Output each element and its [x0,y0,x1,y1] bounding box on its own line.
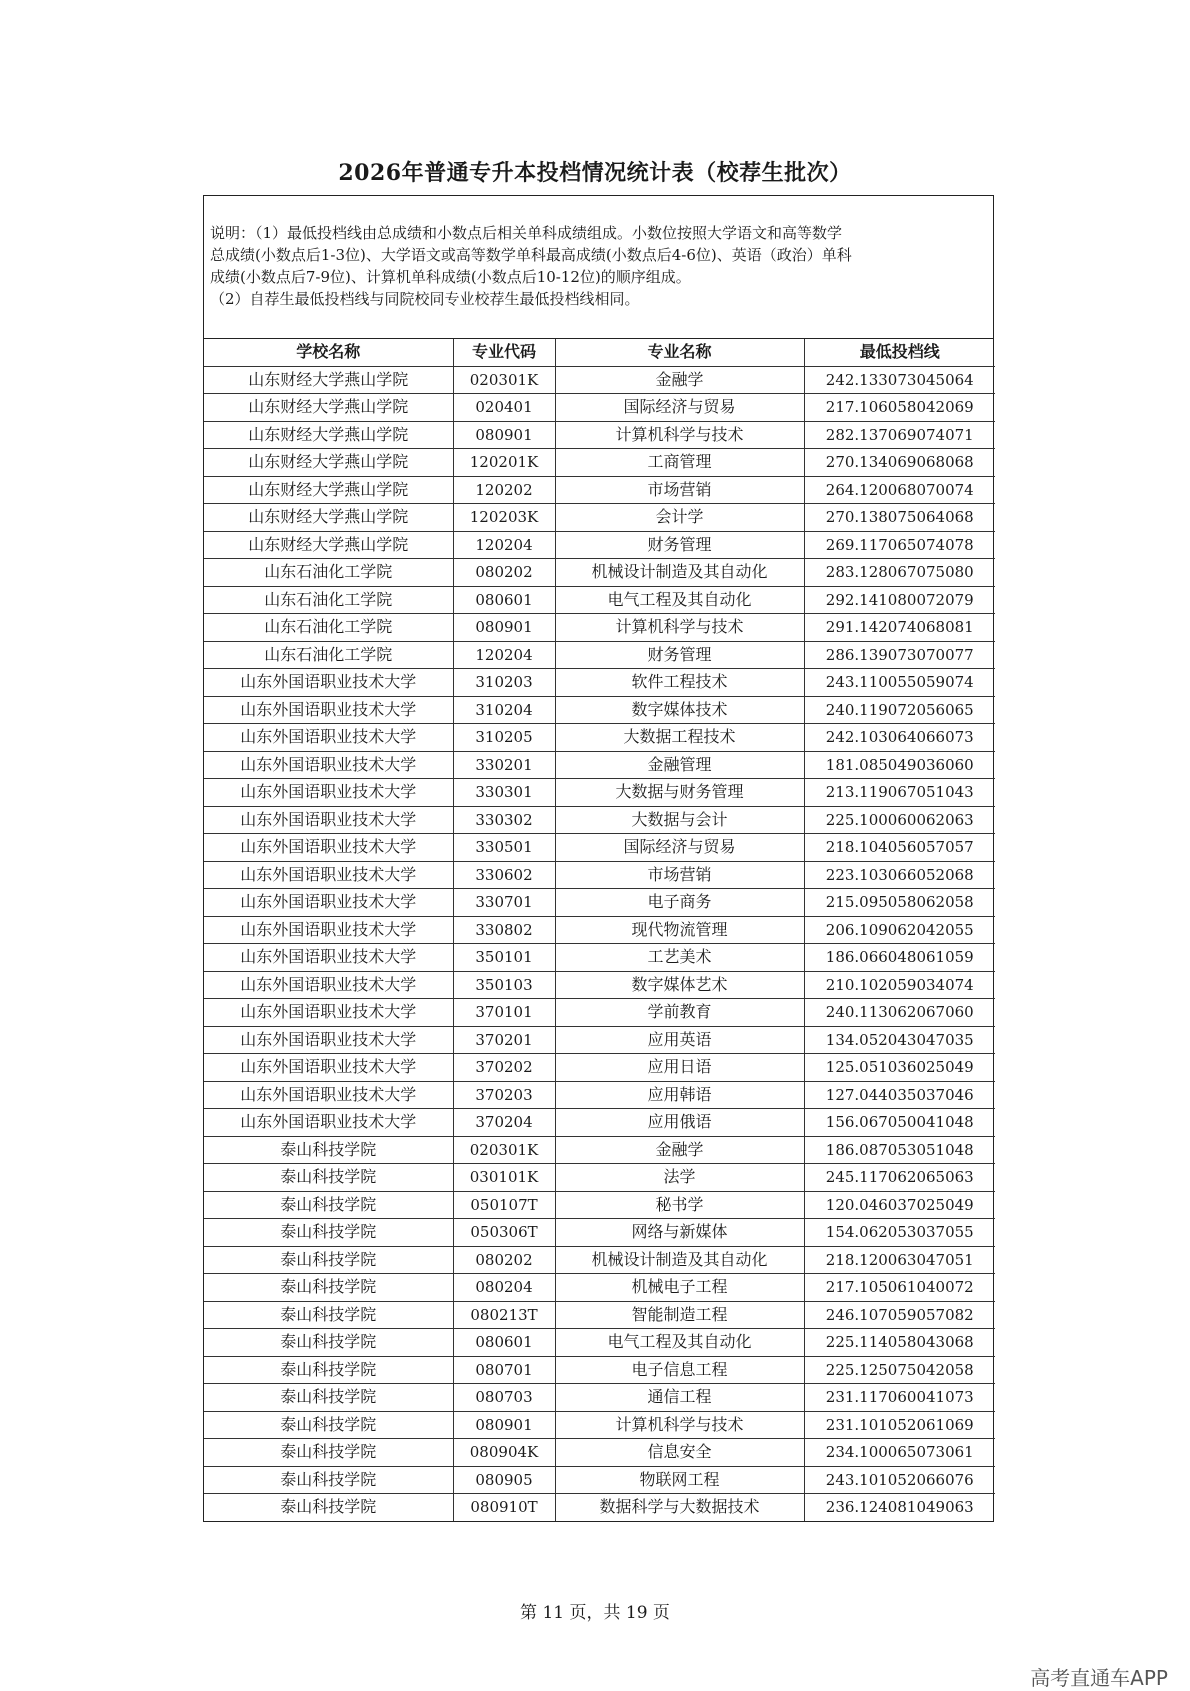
cell-major-code: 030101K [453,1164,555,1192]
cell-min-score: 245.117062065063 [804,1164,995,1192]
cell-major-code: 370101 [453,999,555,1027]
table-row [204,1219,995,1247]
cell-major-name: 应用韩语 [555,1081,804,1109]
cell-major-code: 350103 [453,971,555,999]
table-row [204,1191,995,1219]
cell-school-name: 山东外国语职业技术大学 [204,696,453,724]
table-header-row [204,339,995,366]
page-number: 第 11 页，共 19 页 [520,1603,670,1623]
cell-school-name: 山东石油化工学院 [204,586,453,614]
cell-major-name: 电气工程及其自动化 [555,586,804,614]
cell-major-code: 020301K [453,1136,555,1164]
cell-major-name: 数字媒体技术 [555,696,804,724]
cell-school-name: 泰山科技学院 [204,1356,453,1384]
cell-school-name: 山东财经大学燕山学院 [204,531,453,559]
cell-major-code: 120204 [453,641,555,669]
cell-min-score: 264.120068070074 [804,476,995,504]
cell-major-name: 大数据与财务管理 [555,779,804,807]
cell-min-score: 225.114058043068 [804,1329,995,1357]
table-row [204,504,995,532]
cell-school-name: 山东外国语职业技术大学 [204,861,453,889]
cell-school-name: 山东财经大学燕山学院 [204,449,453,477]
cell-school-name: 山东外国语职业技术大学 [204,1054,453,1082]
cell-min-score: 186.066048061059 [804,944,995,972]
cell-major-name: 工商管理 [555,449,804,477]
cell-min-score: 213.119067051043 [804,779,995,807]
cell-school-name: 山东外国语职业技术大学 [204,834,453,862]
cell-major-code: 120204 [453,531,555,559]
cell-min-score: 243.101052066076 [804,1466,995,1494]
header-school-name: 学校名称 [204,339,453,366]
cell-min-score: 156.067050041048 [804,1109,995,1137]
cell-school-name: 泰山科技学院 [204,1301,453,1329]
cell-major-name: 工艺美术 [555,944,804,972]
cell-min-score: 234.100065073061 [804,1439,995,1467]
cell-school-name: 泰山科技学院 [204,1411,453,1439]
cell-major-name: 信息安全 [555,1439,804,1467]
table-row [204,366,995,394]
cell-school-name: 山东外国语职业技术大学 [204,889,453,917]
note-line-3: 成绩(小数点后7-9位)、计算机单科成绩(小数点后10-12位)的顺序组成。 [210,268,691,286]
cell-major-name: 计算机科学与技术 [555,614,804,642]
cell-school-name: 山东财经大学燕山学院 [204,421,453,449]
cell-major-code: 080901 [453,1411,555,1439]
cell-school-name: 泰山科技学院 [204,1164,453,1192]
cell-min-score: 236.124081049063 [804,1494,995,1521]
table-row [204,999,995,1027]
table-row [204,669,995,697]
cell-min-score: 225.100060062063 [804,806,995,834]
cell-school-name: 泰山科技学院 [204,1246,453,1274]
cell-major-name: 秘书学 [555,1191,804,1219]
cell-major-code: 080204 [453,1274,555,1302]
table-row [204,1026,995,1054]
table-row [204,614,995,642]
cell-min-score: 206.109062042055 [804,916,995,944]
table-row [204,1356,995,1384]
cell-major-name: 金融学 [555,366,804,394]
cell-major-name: 计算机科学与技术 [555,421,804,449]
table-row [204,751,995,779]
cell-major-name: 电子商务 [555,889,804,917]
table-row [204,1301,995,1329]
cell-major-name: 大数据与会计 [555,806,804,834]
cell-school-name: 泰山科技学院 [204,1494,453,1521]
cell-min-score: 283.128067075080 [804,559,995,587]
cell-major-code: 120203K [453,504,555,532]
cell-major-name: 金融管理 [555,751,804,779]
cell-major-name: 法学 [555,1164,804,1192]
cell-school-name: 泰山科技学院 [204,1329,453,1357]
cell-major-code: 080601 [453,1329,555,1357]
cell-school-name: 泰山科技学院 [204,1274,453,1302]
cell-school-name: 泰山科技学院 [204,1136,453,1164]
table-row [204,586,995,614]
cell-major-code: 330701 [453,889,555,917]
cell-min-score: 125.051036025049 [804,1054,995,1082]
cell-major-code: 330802 [453,916,555,944]
table-row [204,394,995,422]
table-row [204,1439,995,1467]
cell-major-name: 机械设计制造及其自动化 [555,1246,804,1274]
cell-school-name: 泰山科技学院 [204,1466,453,1494]
note-line-2: 总成绩(小数点后1-3位)、大学语文或高等数学单科最高成绩(小数点后4-6位)、英语（政治）单科 [210,246,852,264]
cell-min-score: 269.117065074078 [804,531,995,559]
app-watermark: 高考直通车APP [1030,1666,1168,1690]
cell-min-score: 225.125075042058 [804,1356,995,1384]
cell-min-score: 282.137069074071 [804,421,995,449]
cell-major-name: 数据科学与大数据技术 [555,1494,804,1521]
cell-min-score: 218.104056057057 [804,834,995,862]
cell-major-code: 370201 [453,1026,555,1054]
table-body [204,366,995,1521]
cell-major-name: 通信工程 [555,1384,804,1412]
cell-major-name: 国际经济与贸易 [555,394,804,422]
cell-school-name: 山东外国语职业技术大学 [204,971,453,999]
table-row [204,421,995,449]
cell-min-score: 215.095058062058 [804,889,995,917]
cell-school-name: 山东石油化工学院 [204,641,453,669]
cell-school-name: 泰山科技学院 [204,1219,453,1247]
cell-min-score: 286.139073070077 [804,641,995,669]
cell-school-name: 山东外国语职业技术大学 [204,669,453,697]
cell-major-code: 080701 [453,1356,555,1384]
cell-major-code: 330302 [453,806,555,834]
note-line-4: （2）自荐生最低投档线与同院校同专业校荐生最低投档线相同。 [210,290,640,308]
cell-school-name: 山东外国语职业技术大学 [204,1109,453,1137]
cell-min-score: 231.117060041073 [804,1384,995,1412]
table-row [204,1246,995,1274]
statistics-sheet [203,195,994,1522]
cell-major-code: 080202 [453,559,555,587]
cell-school-name: 山东外国语职业技术大学 [204,1081,453,1109]
cell-min-score: 240.119072056065 [804,696,995,724]
cell-major-code: 080601 [453,586,555,614]
table-row [204,1136,995,1164]
cell-school-name: 山东外国语职业技术大学 [204,1026,453,1054]
admission-table [204,339,995,1521]
cell-school-name: 泰山科技学院 [204,1439,453,1467]
cell-major-name: 应用俄语 [555,1109,804,1137]
cell-major-name: 国际经济与贸易 [555,834,804,862]
cell-major-name: 应用英语 [555,1026,804,1054]
cell-major-code: 310205 [453,724,555,752]
table-row [204,559,995,587]
table-row [204,531,995,559]
cell-major-code: 120202 [453,476,555,504]
page-title: 2026年普通专升本投档情况统计表（校荐生批次） [338,160,852,186]
table-row [204,641,995,669]
cell-min-score: 270.134069068068 [804,449,995,477]
cell-major-code: 330201 [453,751,555,779]
table-row [204,1466,995,1494]
cell-major-code: 310203 [453,669,555,697]
explanation-note [204,196,993,339]
cell-min-score: 242.103064066073 [804,724,995,752]
table-row [204,1384,995,1412]
cell-major-name: 财务管理 [555,641,804,669]
cell-major-name: 物联网工程 [555,1466,804,1494]
table-row [204,724,995,752]
cell-school-name: 山东外国语职业技术大学 [204,806,453,834]
table-row [204,1164,995,1192]
table-row [204,834,995,862]
cell-major-code: 020401 [453,394,555,422]
cell-school-name: 山东石油化工学院 [204,614,453,642]
header-min-score: 最低投档线 [804,339,995,366]
cell-major-name: 会计学 [555,504,804,532]
cell-major-name: 机械设计制造及其自动化 [555,559,804,587]
cell-min-score: 181.085049036060 [804,751,995,779]
cell-major-code: 050107T [453,1191,555,1219]
cell-major-code: 080901 [453,614,555,642]
cell-major-name: 数字媒体艺术 [555,971,804,999]
cell-major-code: 080202 [453,1246,555,1274]
cell-major-name: 金融学 [555,1136,804,1164]
cell-major-code: 080904K [453,1439,555,1467]
cell-major-name: 现代物流管理 [555,916,804,944]
cell-major-name: 电子信息工程 [555,1356,804,1384]
cell-major-code: 080213T [453,1301,555,1329]
cell-school-name: 泰山科技学院 [204,1384,453,1412]
table-row [204,779,995,807]
cell-min-score: 292.141080072079 [804,586,995,614]
cell-major-code: 370202 [453,1054,555,1082]
cell-major-code: 330301 [453,779,555,807]
cell-school-name: 山东财经大学燕山学院 [204,476,453,504]
cell-min-score: 120.046037025049 [804,1191,995,1219]
cell-major-name: 市场营销 [555,476,804,504]
cell-min-score: 231.101052061069 [804,1411,995,1439]
cell-school-name: 山东外国语职业技术大学 [204,724,453,752]
table-row [204,916,995,944]
cell-major-code: 080905 [453,1466,555,1494]
cell-min-score: 218.120063047051 [804,1246,995,1274]
cell-major-name: 电气工程及其自动化 [555,1329,804,1357]
cell-major-code: 350101 [453,944,555,972]
cell-major-code: 370204 [453,1109,555,1137]
table-row [204,971,995,999]
cell-major-name: 智能制造工程 [555,1301,804,1329]
cell-major-code: 080703 [453,1384,555,1412]
cell-major-name: 市场营销 [555,861,804,889]
cell-major-name: 学前教育 [555,999,804,1027]
cell-min-score: 223.103066052068 [804,861,995,889]
header-major-name: 专业名称 [555,339,804,366]
cell-min-score: 246.107059057082 [804,1301,995,1329]
cell-school-name: 泰山科技学院 [204,1191,453,1219]
table-row [204,1494,995,1521]
cell-major-name: 应用日语 [555,1054,804,1082]
cell-major-code: 050306T [453,1219,555,1247]
cell-min-score: 127.044035037046 [804,1081,995,1109]
cell-major-code: 330602 [453,861,555,889]
table-row [204,1054,995,1082]
table-row [204,476,995,504]
cell-school-name: 山东财经大学燕山学院 [204,504,453,532]
cell-min-score: 240.113062067060 [804,999,995,1027]
cell-major-name: 网络与新媒体 [555,1219,804,1247]
cell-min-score: 154.062053037055 [804,1219,995,1247]
table-row [204,696,995,724]
cell-major-code: 080901 [453,421,555,449]
cell-major-name: 软件工程技术 [555,669,804,697]
cell-major-code: 020301K [453,366,555,394]
cell-school-name: 山东石油化工学院 [204,559,453,587]
table-row [204,1411,995,1439]
cell-min-score: 210.102059034074 [804,971,995,999]
table-row [204,944,995,972]
cell-school-name: 山东外国语职业技术大学 [204,999,453,1027]
table-row [204,861,995,889]
cell-min-score: 243.110055059074 [804,669,995,697]
cell-min-score: 217.105061040072 [804,1274,995,1302]
cell-major-name: 机械电子工程 [555,1274,804,1302]
cell-school-name: 山东外国语职业技术大学 [204,751,453,779]
cell-major-name: 财务管理 [555,531,804,559]
cell-major-name: 计算机科学与技术 [555,1411,804,1439]
cell-school-name: 山东财经大学燕山学院 [204,366,453,394]
cell-min-score: 291.142074068081 [804,614,995,642]
cell-min-score: 217.106058042069 [804,394,995,422]
cell-school-name: 山东财经大学燕山学院 [204,394,453,422]
cell-min-score: 242.133073045064 [804,366,995,394]
header-major-code: 专业代码 [453,339,555,366]
table-row [204,1081,995,1109]
table-row [204,806,995,834]
table-row [204,889,995,917]
table-row [204,449,995,477]
cell-min-score: 186.087053051048 [804,1136,995,1164]
table-row [204,1329,995,1357]
cell-min-score: 270.138075064068 [804,504,995,532]
cell-school-name: 山东外国语职业技术大学 [204,916,453,944]
cell-school-name: 山东外国语职业技术大学 [204,779,453,807]
table-row [204,1109,995,1137]
cell-school-name: 山东外国语职业技术大学 [204,944,453,972]
cell-major-code: 080910T [453,1494,555,1521]
cell-min-score: 134.052043047035 [804,1026,995,1054]
cell-major-code: 330501 [453,834,555,862]
cell-major-code: 310204 [453,696,555,724]
cell-major-code: 120201K [453,449,555,477]
cell-major-code: 370203 [453,1081,555,1109]
cell-major-name: 大数据工程技术 [555,724,804,752]
table-row [204,1274,995,1302]
note-line-1: 说明：（1）最低投档线由总成绩和小数点后相关单科成绩组成。小数位按照大学语文和高等数学 [210,224,843,242]
